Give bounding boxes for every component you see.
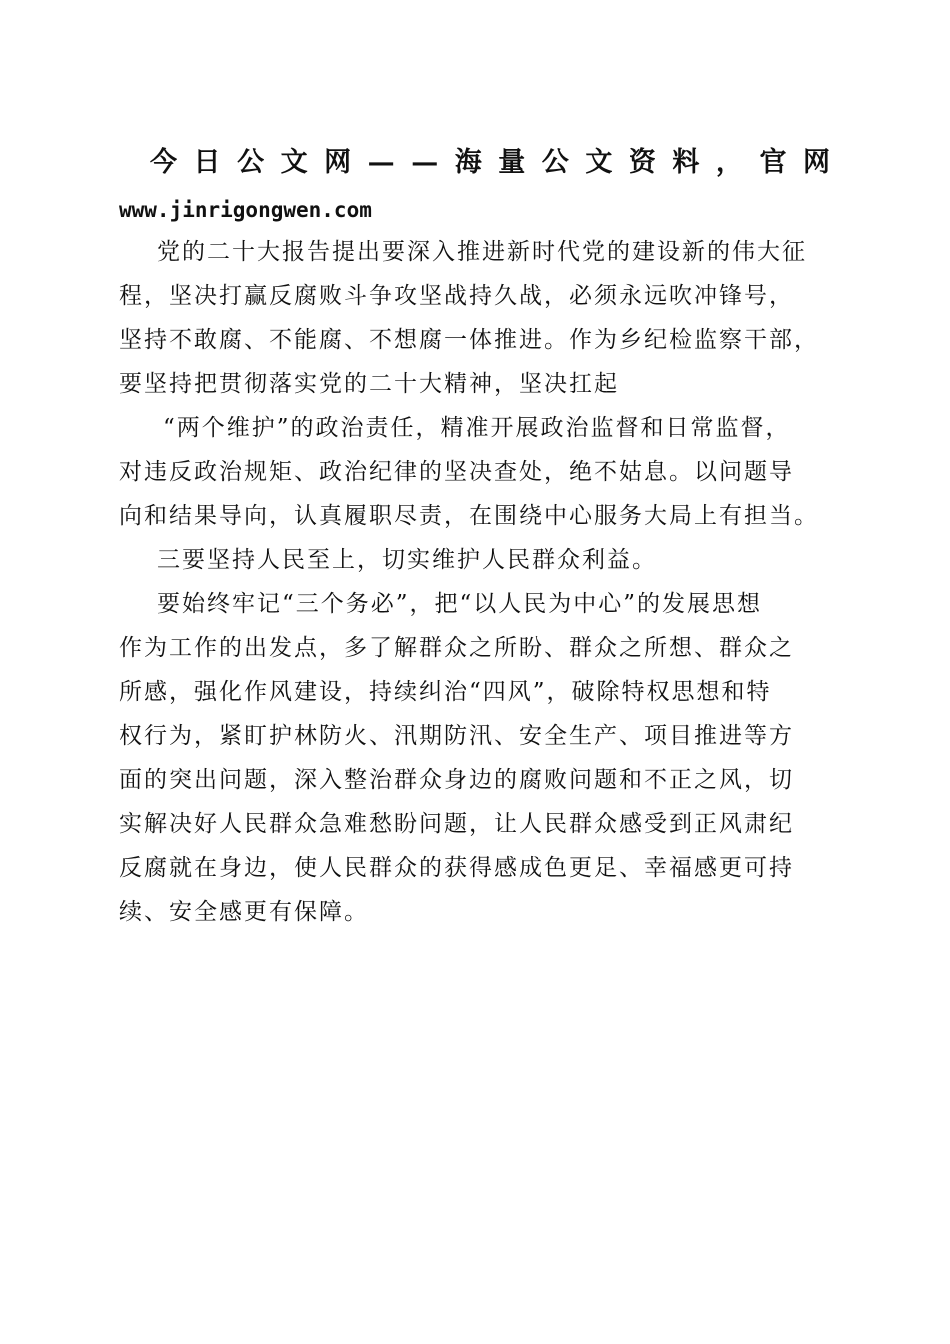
title-char: 文 [280, 147, 308, 178]
title-char: — [367, 147, 395, 178]
title-char: 量 [498, 147, 526, 178]
title-char: 资 [628, 147, 656, 178]
title-char: 料 [672, 147, 700, 178]
paragraph-line: 向和结果导向，认真履职尽责，在围绕中心服务大局上有担当。 [119, 503, 819, 529]
paragraph-1 [119, 230, 839, 406]
paragraph-line: 三要坚持人民至上，切实维护人民群众利益。 [157, 547, 657, 573]
title-char: 网 [802, 147, 830, 178]
title-char: 海 [454, 147, 482, 178]
paragraph-line: 实解决好人民群众急难愁盼问题，让人民群众感受到正风肃纪 [119, 811, 794, 837]
title-char: 文 [585, 147, 613, 178]
title-char: 公 [237, 147, 265, 178]
paragraph-line: 反腐就在身边，使人民群众的获得感成色更足、幸福感更可持 [119, 855, 794, 881]
paragraph-line: 作为工作的出发点，多了解群众之所盼、群众之所想、群众之 [119, 635, 794, 661]
site-url: www.jinrigongwen.com [119, 198, 372, 222]
title-char: ， [715, 147, 743, 178]
paragraph-line: “两个维护”的政治责任，精准开展政治监督和日常监督， [163, 415, 791, 441]
paragraph-line: 坚持不敢腐、不能腐、不想腐一体推进。作为乡纪检监察干部， [119, 327, 819, 353]
paragraph-2 [119, 406, 839, 538]
title-char: 日 [193, 147, 221, 178]
paragraph-line: 要始终牢记“三个务必”，把“以人民为中心”的发展思想 [157, 591, 763, 617]
paragraph-line: 党的二十大报告提出要深入推进新时代党的建设新的伟大征 [157, 239, 807, 265]
paragraph-line: 对违反政治规矩、政治纪律的坚决查处，绝不姑息。以问题导 [119, 459, 794, 485]
title-char: — [411, 147, 439, 178]
paragraph-line: 续、安全感更有保障。 [119, 899, 369, 925]
paragraph-line: 所感，强化作风建设，持续纠治“四风”，破除特权思想和特 [119, 679, 772, 705]
paragraph-line: 要坚持把贯彻落实党的二十大精神，坚决扛起 [119, 371, 619, 397]
title-char: 官 [759, 147, 787, 178]
title-char: 今 [150, 147, 177, 178]
paragraph-line: 权行为，紧盯护林防火、汛期防汛、安全生产、项目推进等方 [119, 723, 794, 749]
title-char: 网 [324, 147, 352, 178]
paragraph-line: 程，坚决打赢反腐败斗争攻坚战持久战，必须永远吹冲锋号， [119, 283, 794, 309]
paragraph-3 [119, 538, 839, 582]
title-char: 公 [541, 147, 569, 178]
site-title [150, 145, 830, 181]
paragraph-4 [119, 582, 839, 934]
paragraph-line: 面的突出问题，深入整治群众身边的腐败问题和不正之风，切 [119, 767, 794, 793]
